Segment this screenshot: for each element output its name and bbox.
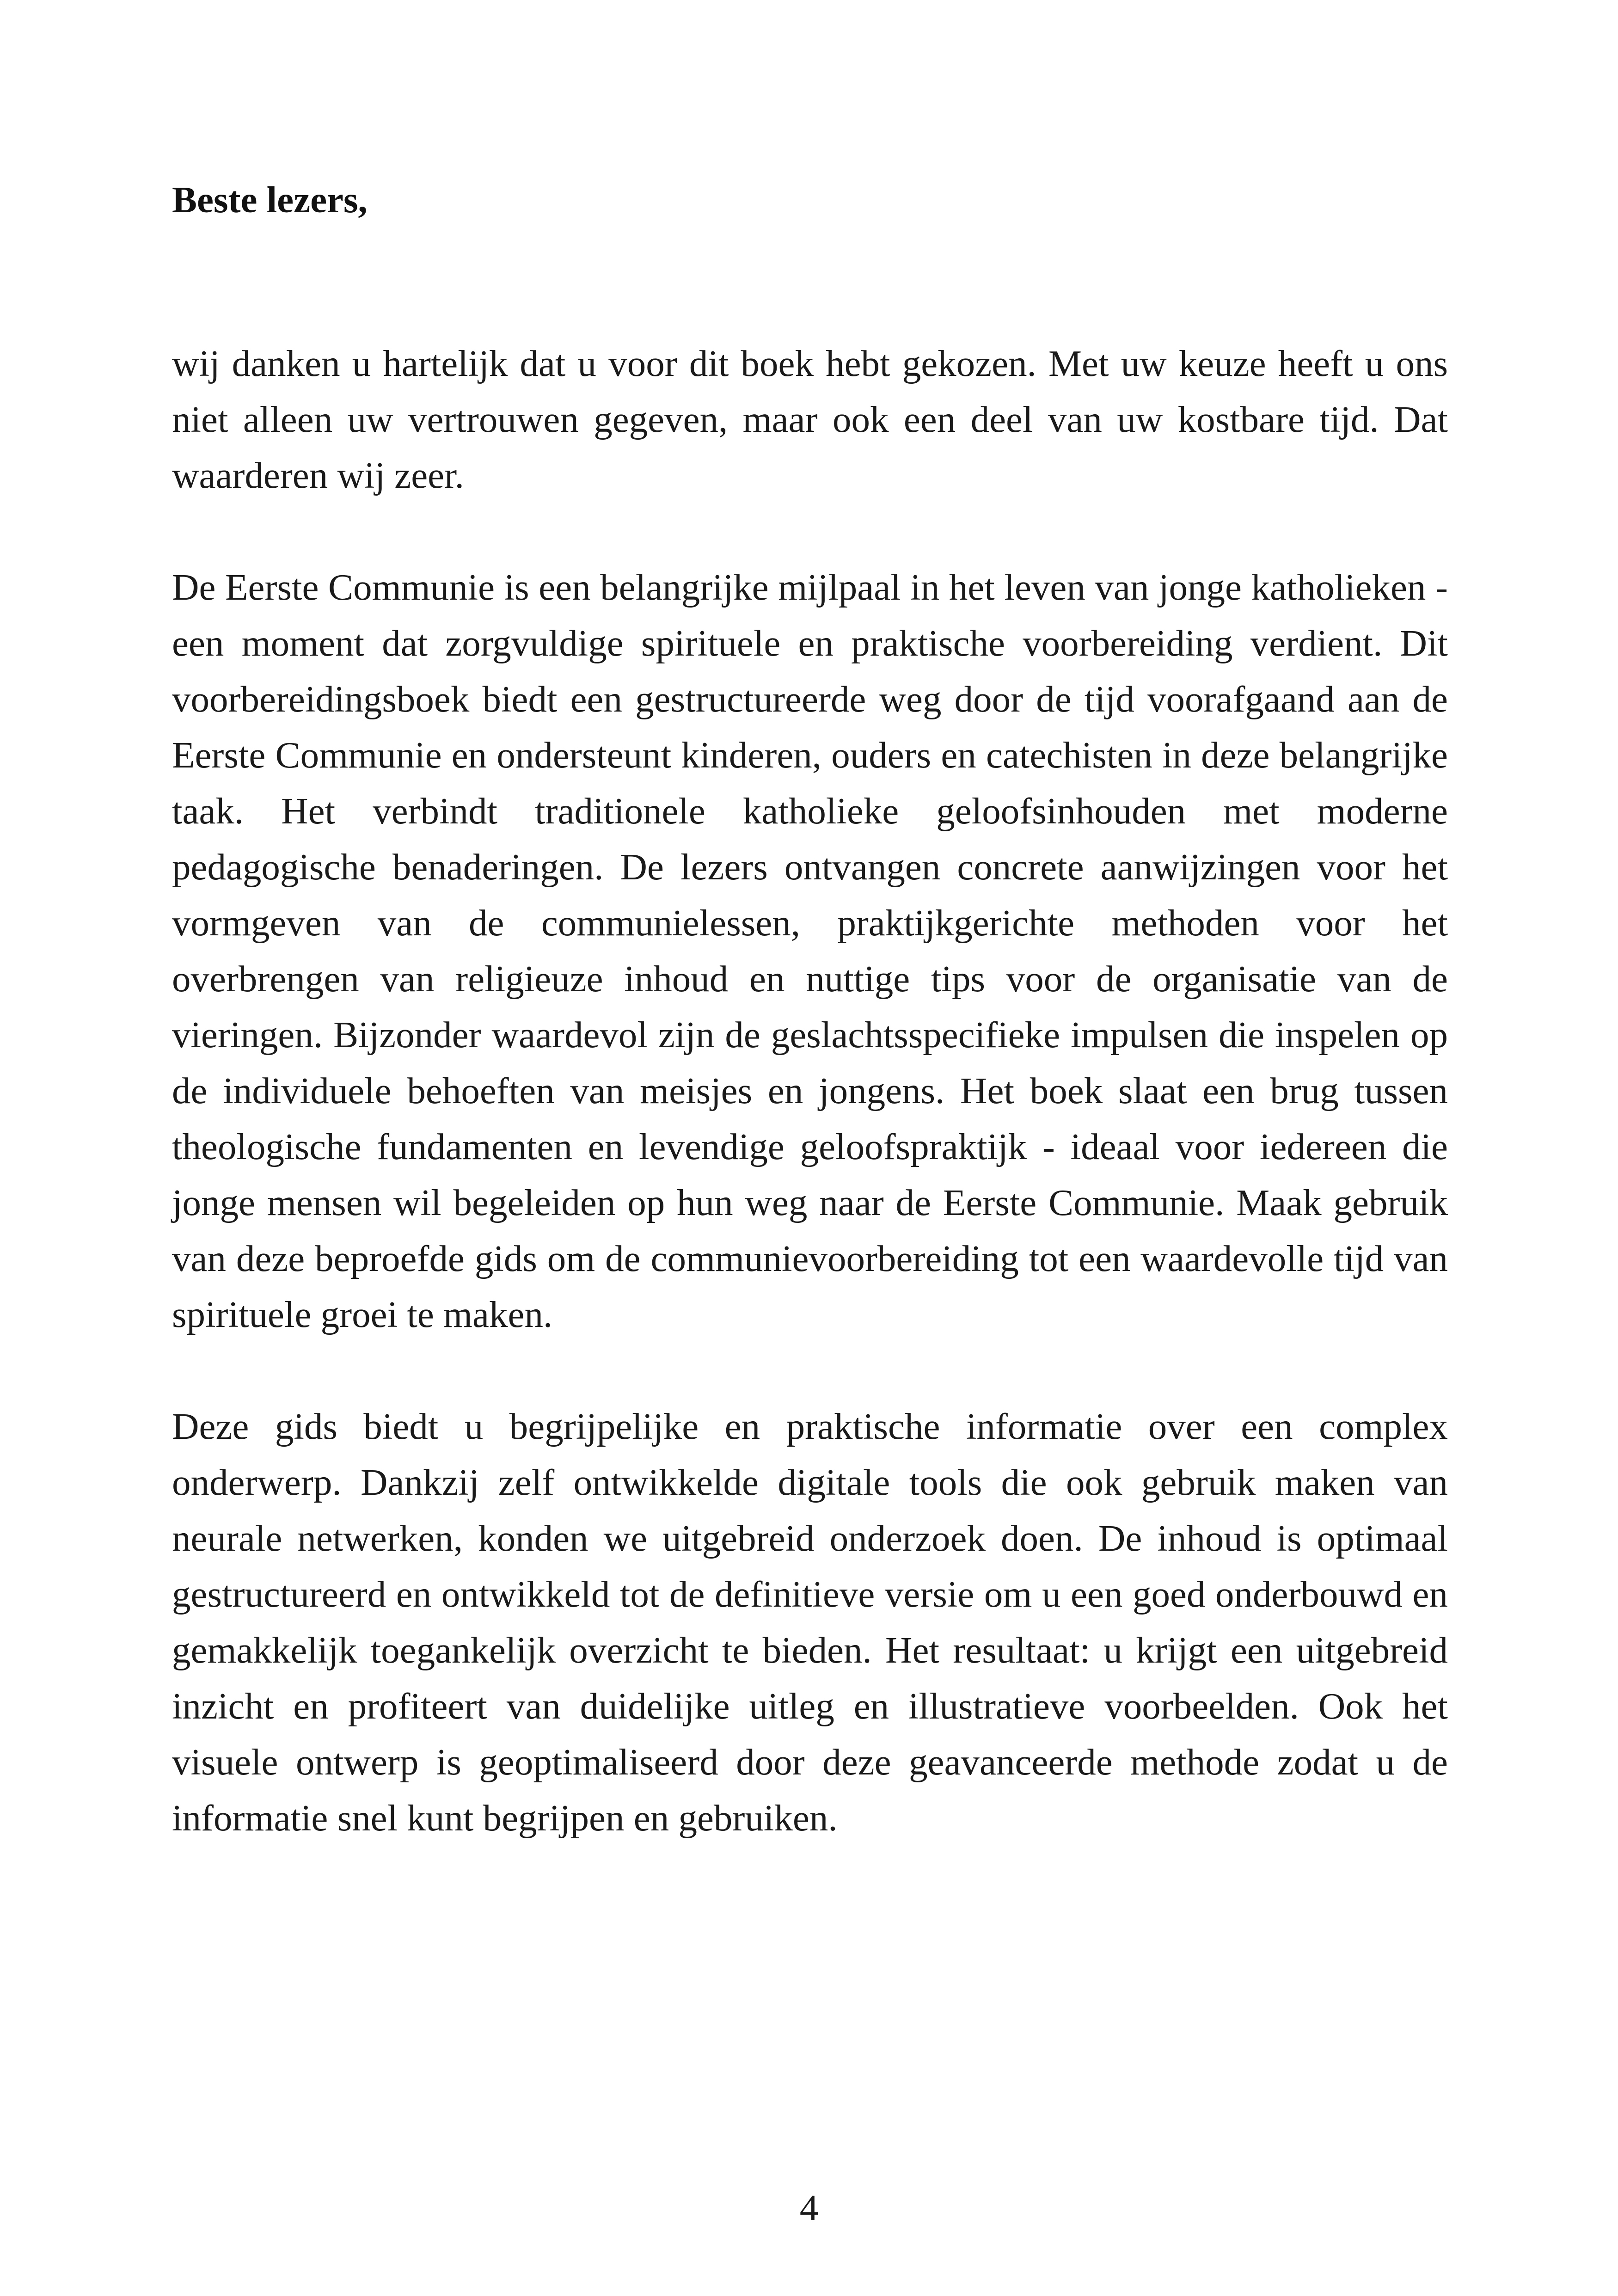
paragraph-thanks: wij danken u hartelijk dat u voor dit boek hebt gekozen. Met uw keuze heeft u ons niet alleen uw vertrouwen gegeven, maar ook een deel van uw kostbare tijd. Dat waarderen wij zeer. xyxy=(172,343,1448,496)
page-number: 4 xyxy=(799,2187,819,2228)
paragraph-communion: De Eerste Communie is een belangrijke mijlpaal in het leven van jonge katholieken - een moment dat zorgvuldige spirituele en praktische voorbereiding verdient. Dit voorbereidingsboek biedt een gestructureerde weg door de tijd voorafgaand aan de Eerste Communie en ondersteunt kinderen, ouders en catechisten in deze belangrijke taak. Het verbindt traditionele katholieke geloofsinhouden met moderne pedagogische benaderingen. De lezers ontvangen concrete aanwijzingen voor het vormgeven van de communielessen, praktijkgerichte methoden voor het overbrengen van religieuze inhoud en nuttige tips voor de organisatie van de vieringen. Bijzonder waardevol zijn de geslachtsspecifieke impulsen die inspelen op de individuele behoeften van meisjes en jongens. Het boek slaat een brug tussen theologische fundamenten en levendige geloofspraktijk - ideaal voor iedereen die jonge mensen wil begeleiden op hun weg naar de Eerste Communie. Maak gebruik van deze beproefde gids om de communievoorbereiding tot een waardevolle tijd van spirituele groei te maken. xyxy=(172,566,1448,1335)
greeting-heading: Beste lezers, xyxy=(172,179,368,221)
paragraph-guide: Deze gids biedt u begrijpelijke en praktische informatie over een complex onderwerp. Dankzij zelf ontwikkelde digitale tools die ook gebruik maken van neurale netwerken, konden we uitgebreid onderzoek doen. De inhoud is optimaal gestructureerd en ontwikkeld tot de definitieve versie om u een goed onderbouwd en gemakkelijk toegankelijk overzicht te bieden. Het resultaat: u krijgt een uitgebreid inzicht en profiteert van duidelijke uitleg en illustratieve voorbeelden. Ook het visuele ontwerp is geoptimaliseerd door deze geavanceerde methode zodat u de informatie snel kunt begrijpen en gebruiken. xyxy=(172,1406,1448,1839)
body-text xyxy=(172,336,1448,1846)
